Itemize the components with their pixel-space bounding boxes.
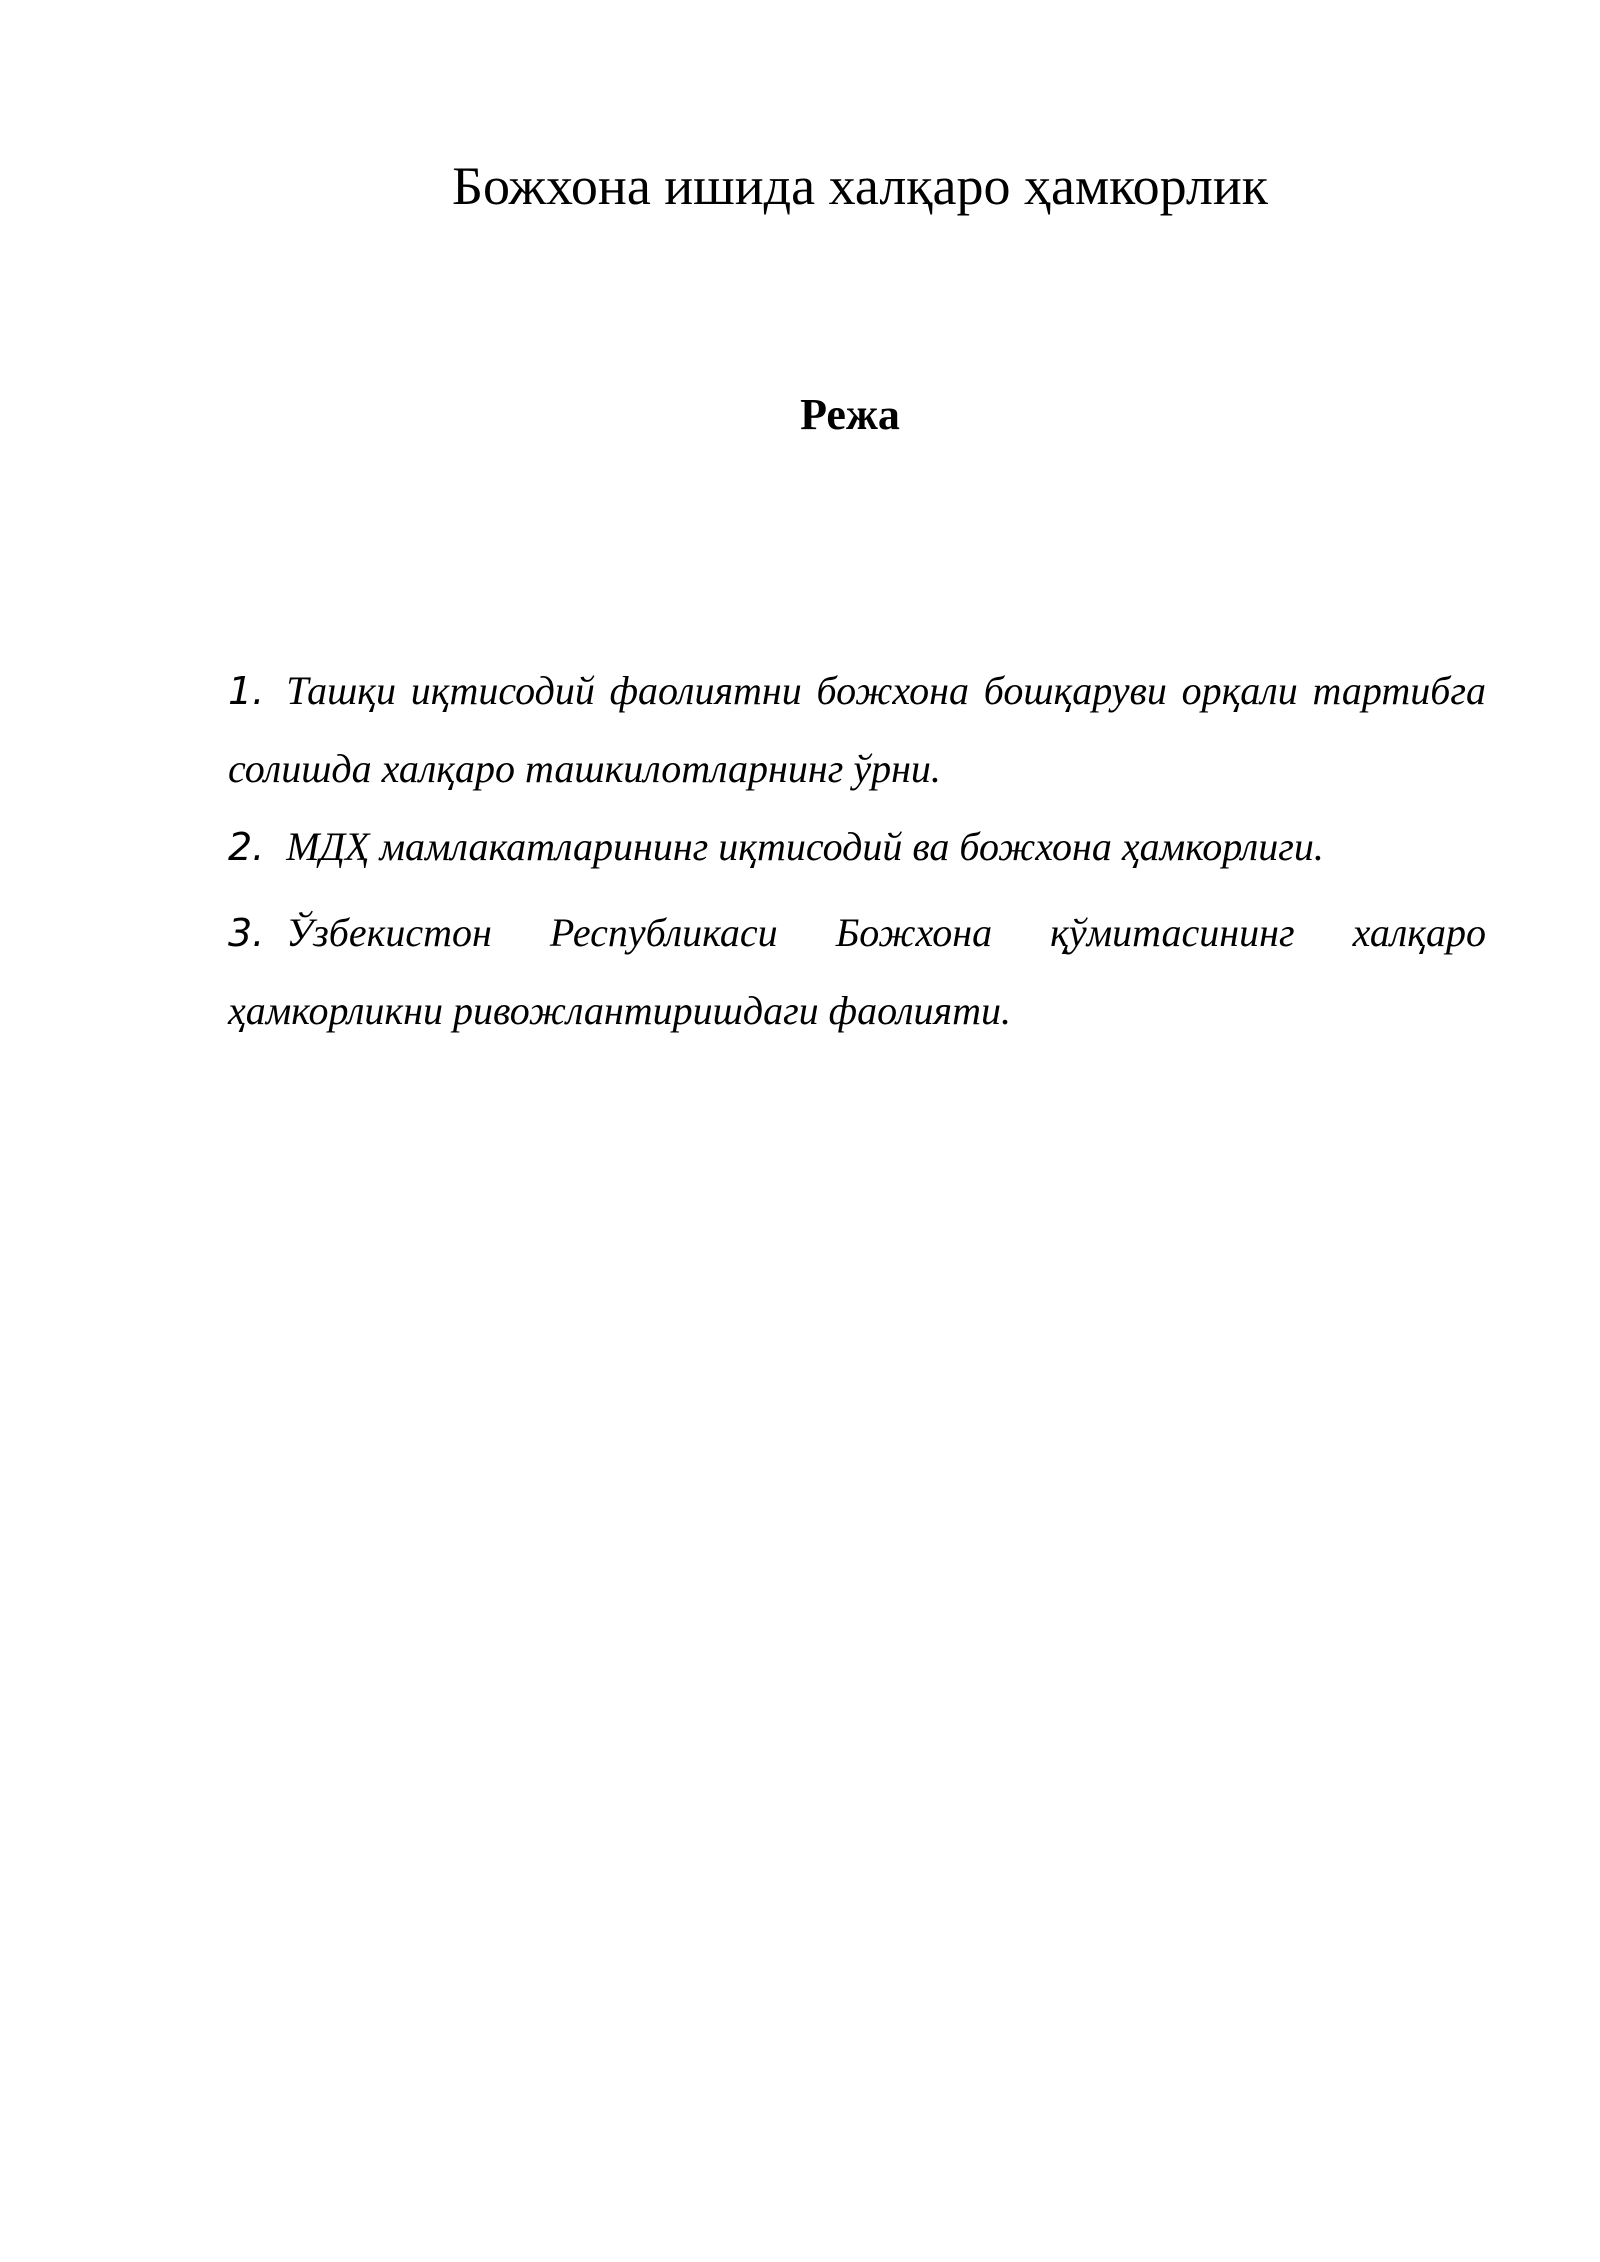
plan-item-text: МДҲ мамлакатларининг иқтисодий ва божхона ҳамкорлиги. bbox=[286, 824, 1324, 869]
plan-item-number: 3. bbox=[228, 911, 265, 955]
plan-item-text: Ташқи иқтисодий фаолиятни божхона бошқаруви орқали тартибга солишда халқаро ташкилотларнинг ўрни. bbox=[228, 668, 1486, 791]
plan-item-number: 1. bbox=[228, 669, 265, 713]
plan-list bbox=[228, 652, 1486, 1050]
plan-item-2 bbox=[228, 808, 1486, 886]
plan-item-1 bbox=[228, 652, 1486, 808]
plan-item-text: Ўзбекистон Республикаси Божхона қўмитасининг халқаро ҳамкорликни ривожлантиришдаги фаолияти. bbox=[228, 910, 1486, 1033]
plan-item-3 bbox=[228, 894, 1486, 1050]
plan-item-number: 2. bbox=[228, 825, 265, 869]
plan-heading: Режа bbox=[800, 390, 900, 439]
document-title: Божхона ишида халқаро ҳамкорлик bbox=[452, 156, 1268, 216]
